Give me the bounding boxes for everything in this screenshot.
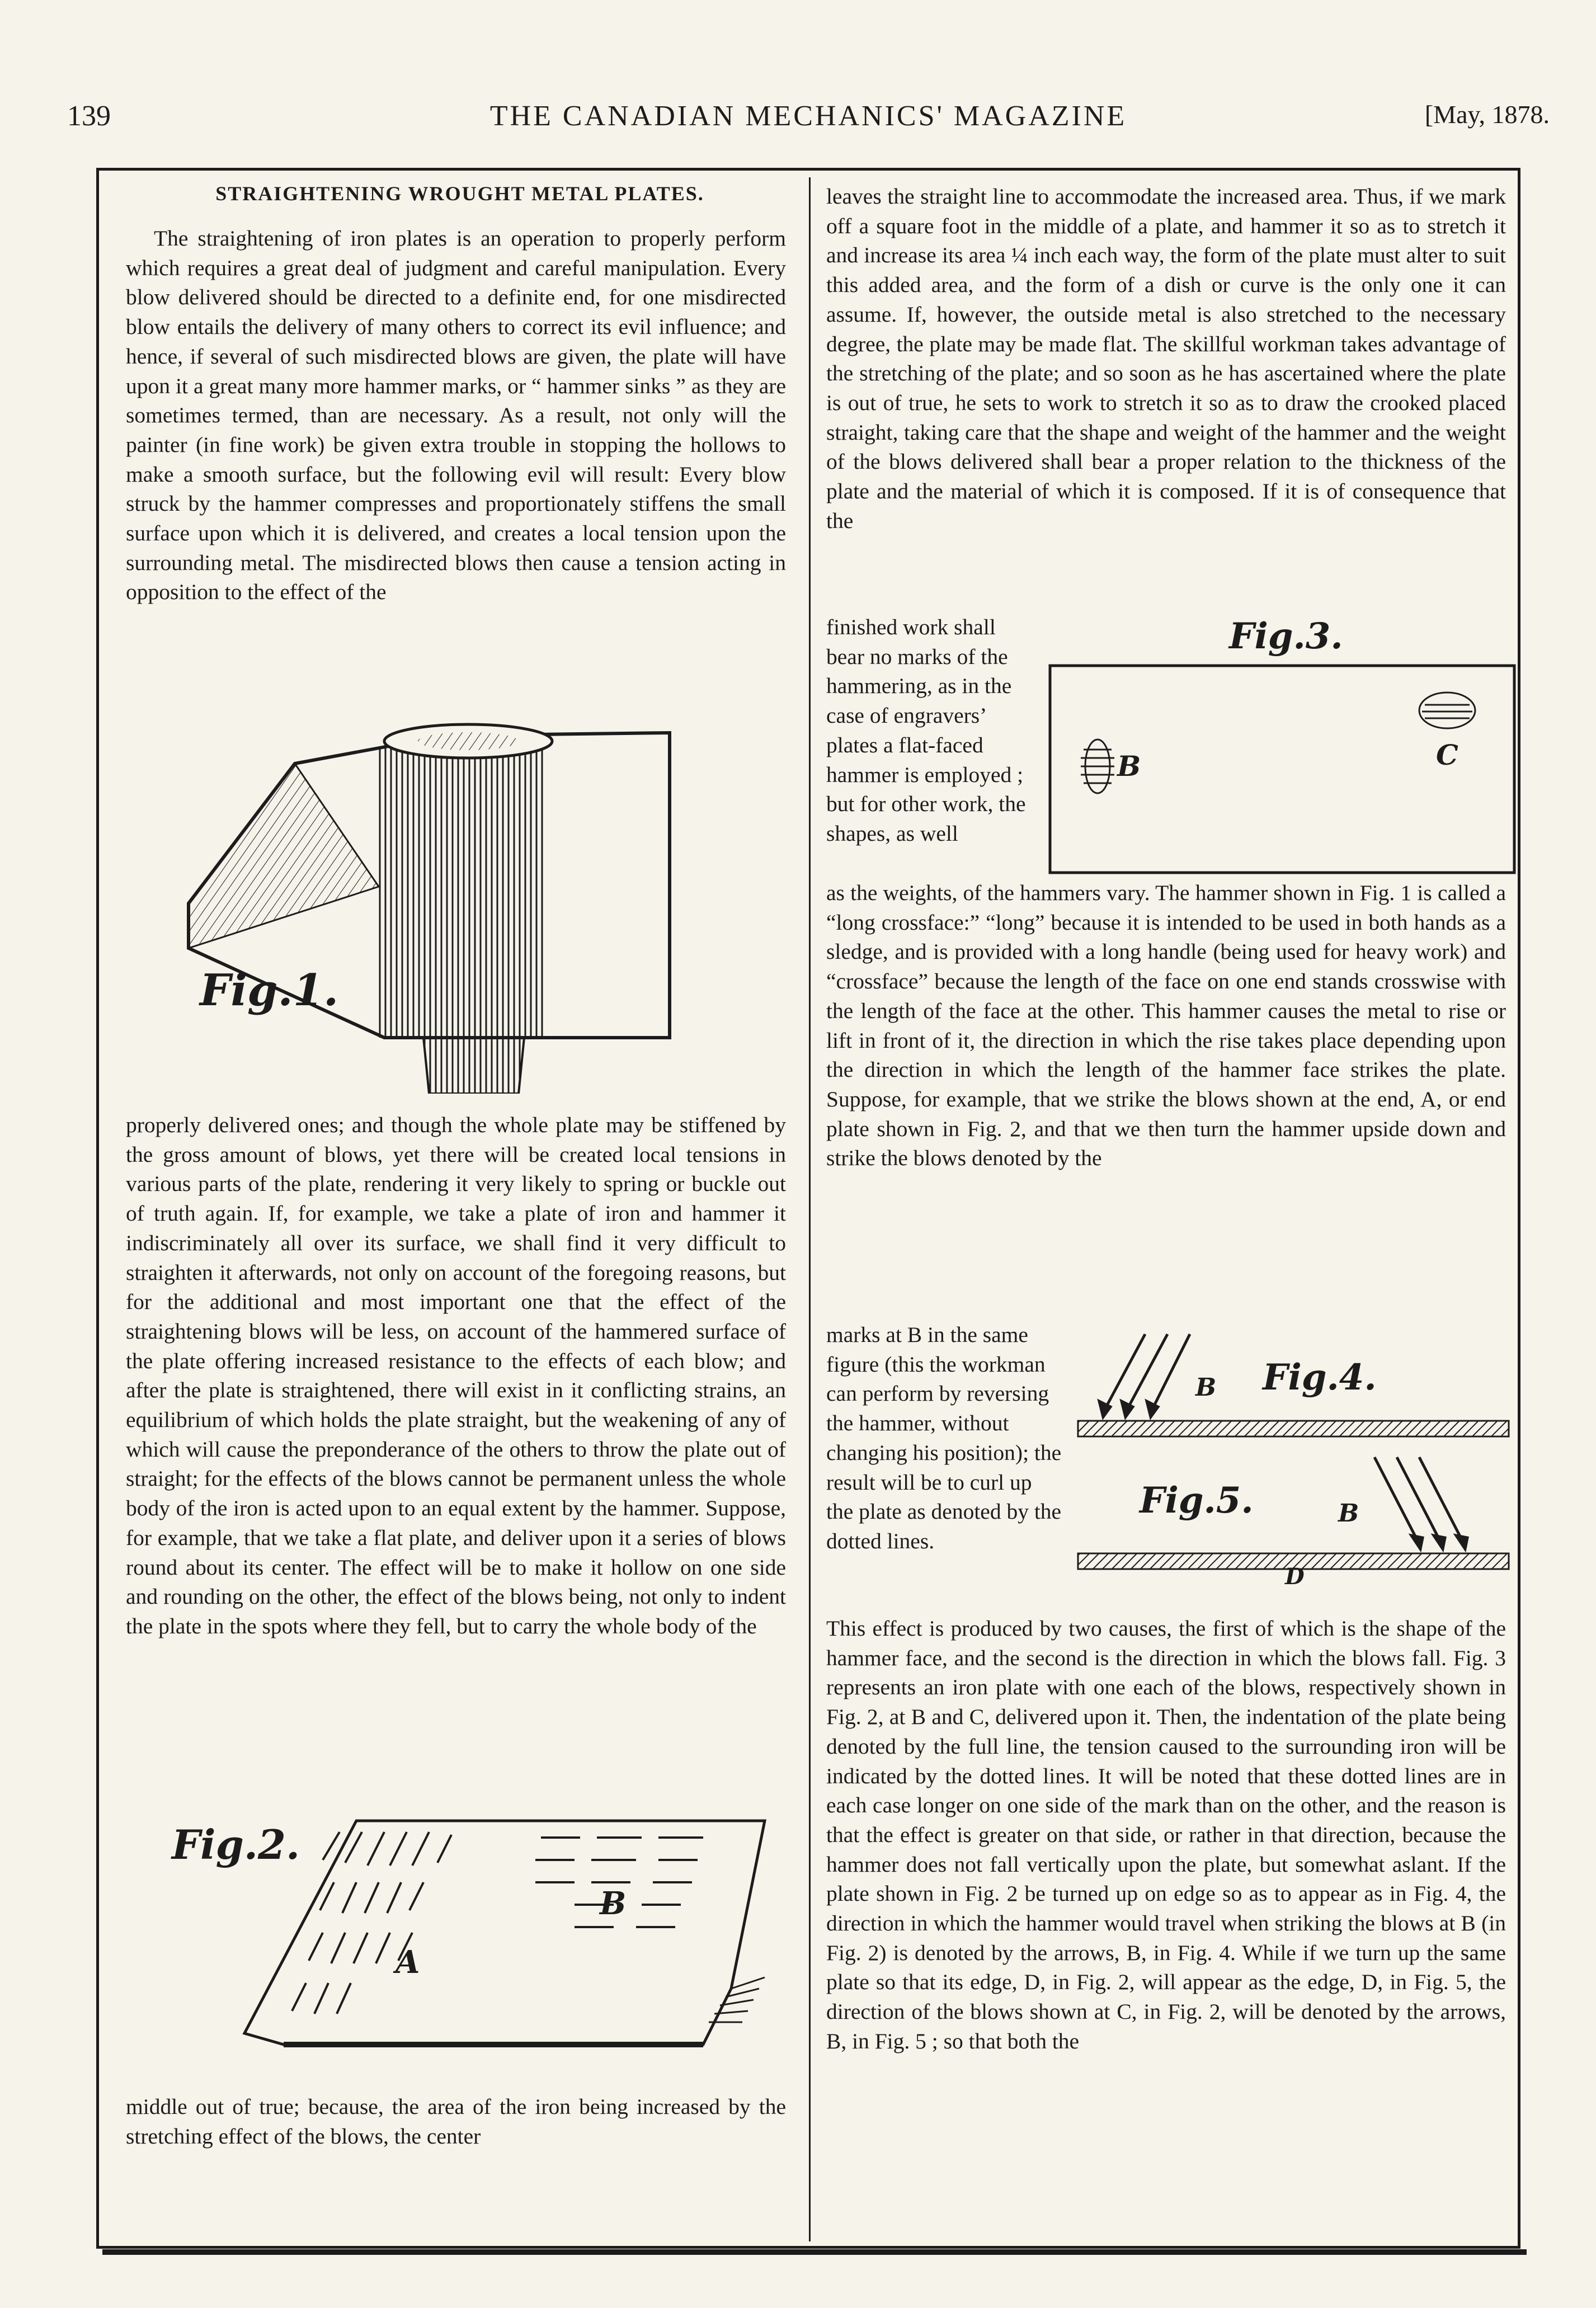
running-title: THE CANADIAN MECHANICS' MAGAZINE	[489, 100, 1127, 132]
figure-3-caption: Fig.3.	[1229, 615, 1343, 657]
issue-date: [May, 1878.	[1424, 100, 1550, 129]
article-title: STRAIGHTENING WROUGHT METAL PLATES.	[215, 182, 704, 205]
figure-3-label-b: B	[1117, 750, 1141, 783]
figure-2-label-b: B	[600, 1885, 627, 1922]
right-column-block-1	[826, 182, 1506, 535]
hammer-illustration	[177, 702, 737, 1094]
figure-1-hammer	[177, 702, 737, 1094]
right-column-block-2	[826, 613, 1036, 849]
paragraph: This effect is produced by two causes, the first of which is the shape of the hammer face, and the second is the direction in which the blows fall. Fig. 3 represents an iron plate with one each of the blows, respectively shown in Fig. 2, at B and C, delivered upon it. Then, the indentation of the plate being denoted by the full line, the tension caused to the surrounding iron will be indicated by the dotted lines. It will be noted that these dotted lines are in each case longer on one side of the mark than on the other, and the reason is that the effect is greater on that side, or rather in that direction, because the hammer does not fall vertically upon the plate, but somewhat aslant. If the plate shown in Fig. 2 be turned up on edge so as to appear as in Fig. 4, the direction in which the hammer would travel when striking the blows at B (in Fig. 2) is denoted by the arrows, B, in Fig. 4. While if we turn up the same plate so that its edge, D, in Fig. 2, will appear as the edge, D, in Fig. 5, the direction of the blows shown at C, in Fig. 2, will be denoted by the arrows, B, in Fig. 5 ; so that both the	[826, 1616, 1506, 2053]
figure-4-5-edges	[1072, 1323, 1520, 1590]
figure-2-caption: Fig.2.	[172, 1821, 300, 1868]
figure-5-label-d: D	[1285, 1563, 1305, 1590]
right-column-block-5	[826, 1614, 1506, 2056]
paragraph: leaves the straight line to accommodate the increased area. Thus, if we mark off a square foot in the middle of a plate, and hammer it so as to stretch it and increase its area ¼ inch each way, the form of the plate must alter to suit this added area, and the form of a dish or curve is the only one it can assume. If, however, the outside metal is also stretched to the necessary degree, the plate may be made flat. The skillful workman takes advantage of the stretching of the plate; and so soon as he has ascertained where the plate is out of true, he sets to work to stretch it so as to draw the crooked placed straight, taking care that the shape and weight of the hammer and the weight of the blows delivered shall bear a proper relation to the thickness of the plate and the material of which it is composed. If it is of consequence that the	[826, 184, 1506, 533]
left-column-block-1	[126, 224, 786, 607]
figure-2-label-a: A	[396, 1944, 420, 1981]
paragraph: properly delivered ones; and though the whole plate may be stiffened by the gross amount of blows, yet there will be created local tensions in various parts of the plate, rendering it very likely to spring or buckle out of truth again. If, for example, we take a plate of iron and hammer it indiscriminately all over its surface, we shall find it very difficult to straighten it afterwards, not only on account of the foregoing reasons, but for the additional and most important one that the effect of the straightening blows will be less, on account of the hammered surface of the plate offering increased resistance to the effects of each blow; and after the plate is straightened, there will exist in it conflicting strains, an equilibrium of which holds the plate straight, but the weakening of any of which will cause the preponderance of the others to throw the plate out of straight; for the effects of the blows cannot be permanent unless the whole body of the iron is acted upon to an equal extent by the hammer. Suppose, for example, that we take a flat plate, and deliver upon it a series of blows round about its center. The effect will be to make it hollow on one side and rounding on the other, the effect of the blows being, not only to indent the plate in the spots where they fell, but to carry the whole body of the	[126, 1113, 786, 1638]
figure-4-label-b: B	[1195, 1373, 1217, 1402]
left-column-block-3	[126, 2092, 786, 2151]
page-number: 139	[67, 100, 111, 132]
figure-3-plate	[1044, 615, 1526, 878]
right-column-block-4	[826, 1320, 1064, 1556]
figure-1-caption: Fig.1.	[200, 965, 339, 1016]
right-column-block-3	[826, 878, 1506, 1173]
figure-4-caption: Fig.4.	[1263, 1356, 1377, 1398]
figure-5-label-b: B	[1338, 1499, 1359, 1528]
figure-5-caption: Fig.5.	[1140, 1480, 1254, 1522]
paragraph: middle out of true; because, the area of the iron being increased by the stretching effect of the blows, the center	[126, 2094, 786, 2149]
paragraph: as the weights, of the hammers vary. The hammer shown in Fig. 1 is called a “long crossface:” “long” because it is intended to be used in both hands as a sledge, and is provided with a long handle (being used for heavy work) and “crossface” because the length of the face on one end stands crosswise with the length of the face at the other. This hammer causes the metal to rise or lift in front of it, the direction in which the rise takes place depending upon the direction in which the length of the hammer face strikes the plate. Suppose, for example, that we strike the blows shown at the end, A, or end plate shown in Fig. 2, and that we then turn the hammer upside down and strike the blows denoted by the	[826, 880, 1506, 1171]
paragraph: The straightening of iron plates is an operation to properly perform which requires a great deal of judgment and careful manipulation. Every blow delivered should be directed to a definite end, for one misdirected blow entails the delivery of many others to correct its evil influence; and hence, if several of such misdirected blows are given, the plate will have upon it a great many more hammer marks, or “ hammer sinks ” as they are sometimes termed, than are necessary. As a result, not only will the painter (in fine work) be given extra trouble in stopping the hollows to make a smooth surface, but the following evil will result: Every blow struck by the hammer compresses and proportionately stiffens the small surface upon which it is delivered, and creates a local tension upon the surrounding metal. The misdirected blows then cause a tension acting in opposition to the effect of the	[126, 226, 786, 605]
left-column-block-2	[126, 1110, 786, 1641]
column-rule	[809, 177, 811, 2241]
page-header	[67, 100, 1550, 144]
article-frame	[96, 168, 1520, 2249]
figure-2-plate	[172, 1810, 787, 2078]
paragraph: finished work shall bear no marks of the hammering, as in the case of engravers’ plates a flat-faced hammer is employed ; but for other work, the shapes, as well	[826, 615, 1026, 846]
paragraph: marks at B in the same figure (this the workman can perform by reversing the hammer, without changing his position); the result will be to curl up the plate as denoted by the dotted lines.	[826, 1322, 1062, 1553]
figure-3-label-c: C	[1436, 738, 1458, 771]
